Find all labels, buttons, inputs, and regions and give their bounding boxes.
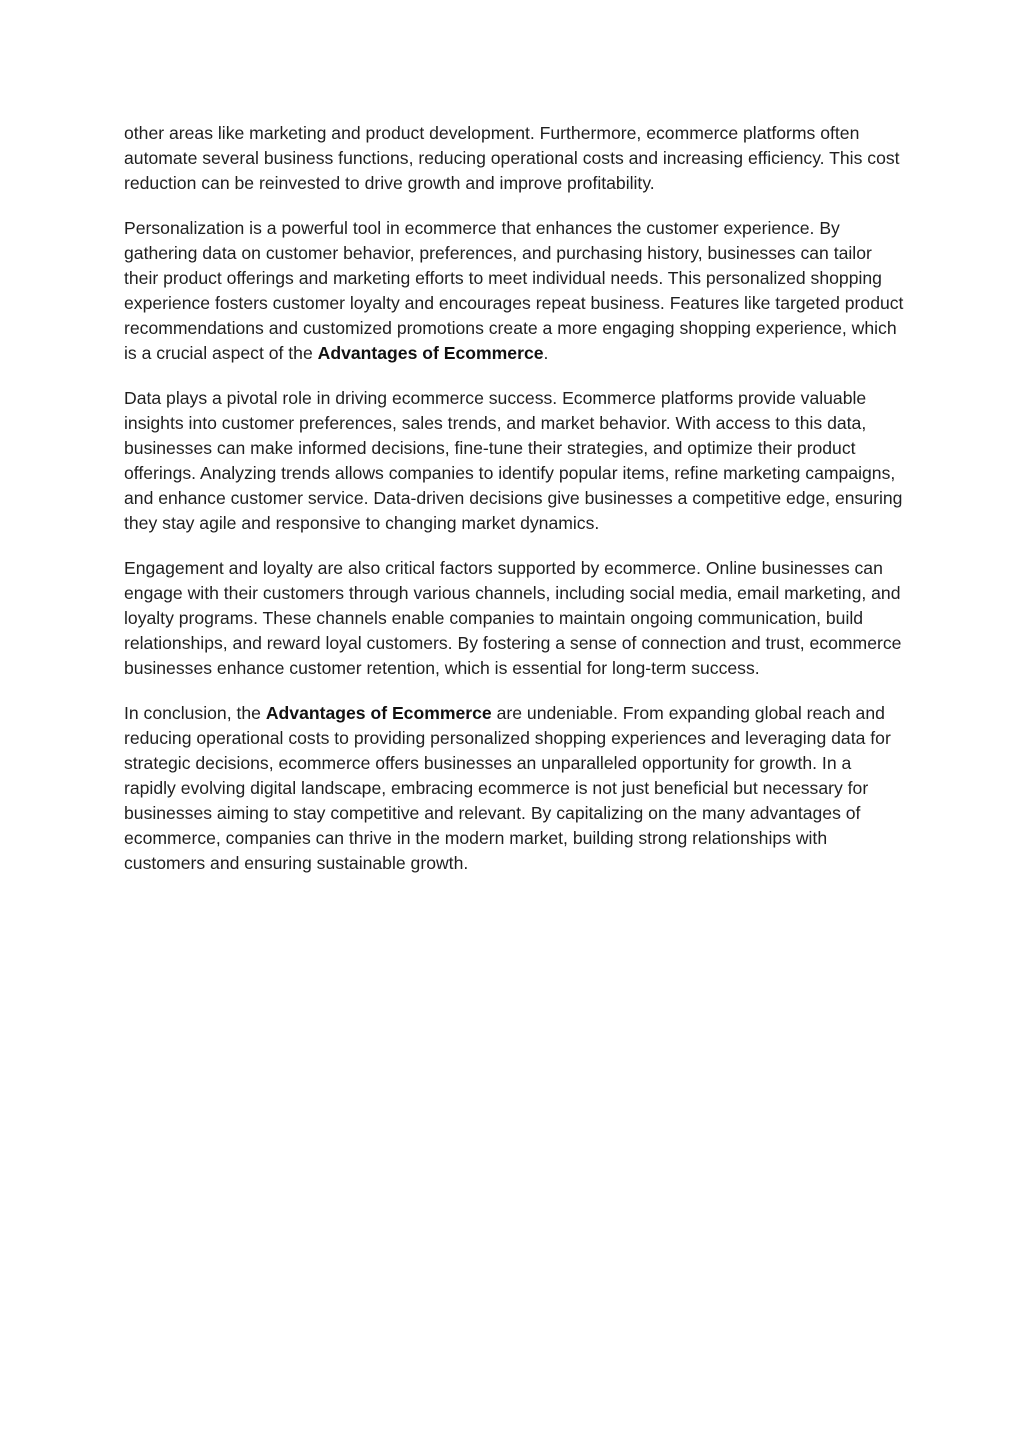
paragraph-data: Data plays a pivotal role in driving ecommerce success. Ecommerce platforms provide valuable insights into customer preferences, sales trends, and market behavior. With access to this data, businesses can make informed decisions, fine-tune their strategies, and optimize their product offerings. Analyzing trends allows companies to identify popular items, refine marketing campaigns, and enhance customer service. Data-driven decisions give businesses a competitive edge, ensuring they stay agile and responsive to changing market dynamics. bbox=[124, 388, 903, 533]
paragraph-personalization-end: . bbox=[543, 343, 549, 363]
paragraph-cost-efficiency: other areas like marketing and product development. Furthermore, ecommerce platforms often automate several business functions, reducing operational costs and increasing efficiency. This cost reduction can be reinvested to drive growth and improve profitability. bbox=[124, 123, 900, 193]
paragraph-conclusion-start: In conclusion, the bbox=[124, 703, 266, 723]
advantages-of-ecommerce-bold: Advantages of Ecommerce bbox=[317, 343, 544, 363]
paragraph-conclusion-text: are undeniable. From expanding global reach and reducing operational costs to providing personalized shopping experiences and leveraging data for strategic decisions, ecommerce offers businesses an unparalleled opportunity for growth. In a rapidly evolving digital landscape, embracing ecommerce is not just beneficial but necessary for businesses aiming to stay competitive and relevant. By capitalizing on the many advantages of ecommerce, companies can thrive in the modern market, building strong relationships with customers and ensuring sustainable growth. bbox=[124, 703, 891, 873]
document-body bbox=[124, 121, 904, 896]
paragraph-conclusion bbox=[124, 701, 904, 876]
paragraph-engagement: Engagement and loyalty are also critical factors supported by ecommerce. Online businesses can engage with their customers through various channels, including social media, email marketing, and loyalty programs. These channels enable companies to maintain ongoing communication, build relationships, and reward loyal customers. By fostering a sense of connection and trust, ecommerce businesses enhance customer retention, which is essential for long-term success. bbox=[124, 558, 902, 678]
advantages-of-ecommerce-bold: Advantages of Ecommerce bbox=[265, 703, 492, 723]
paragraph-personalization-text: Personalization is a powerful tool in ecommerce that enhances the customer experience. By gathering data on customer behavior, preferences, and purchasing history, businesses can tailor their product offerings and marketing efforts to meet individual needs. This personalized shopping experience fosters customer loyalty and encourages repeat business. Features like targeted product recommendations and customized promotions create a more engaging shopping experience, which is a crucial aspect of the bbox=[124, 218, 904, 363]
paragraph-personalization bbox=[124, 216, 904, 366]
